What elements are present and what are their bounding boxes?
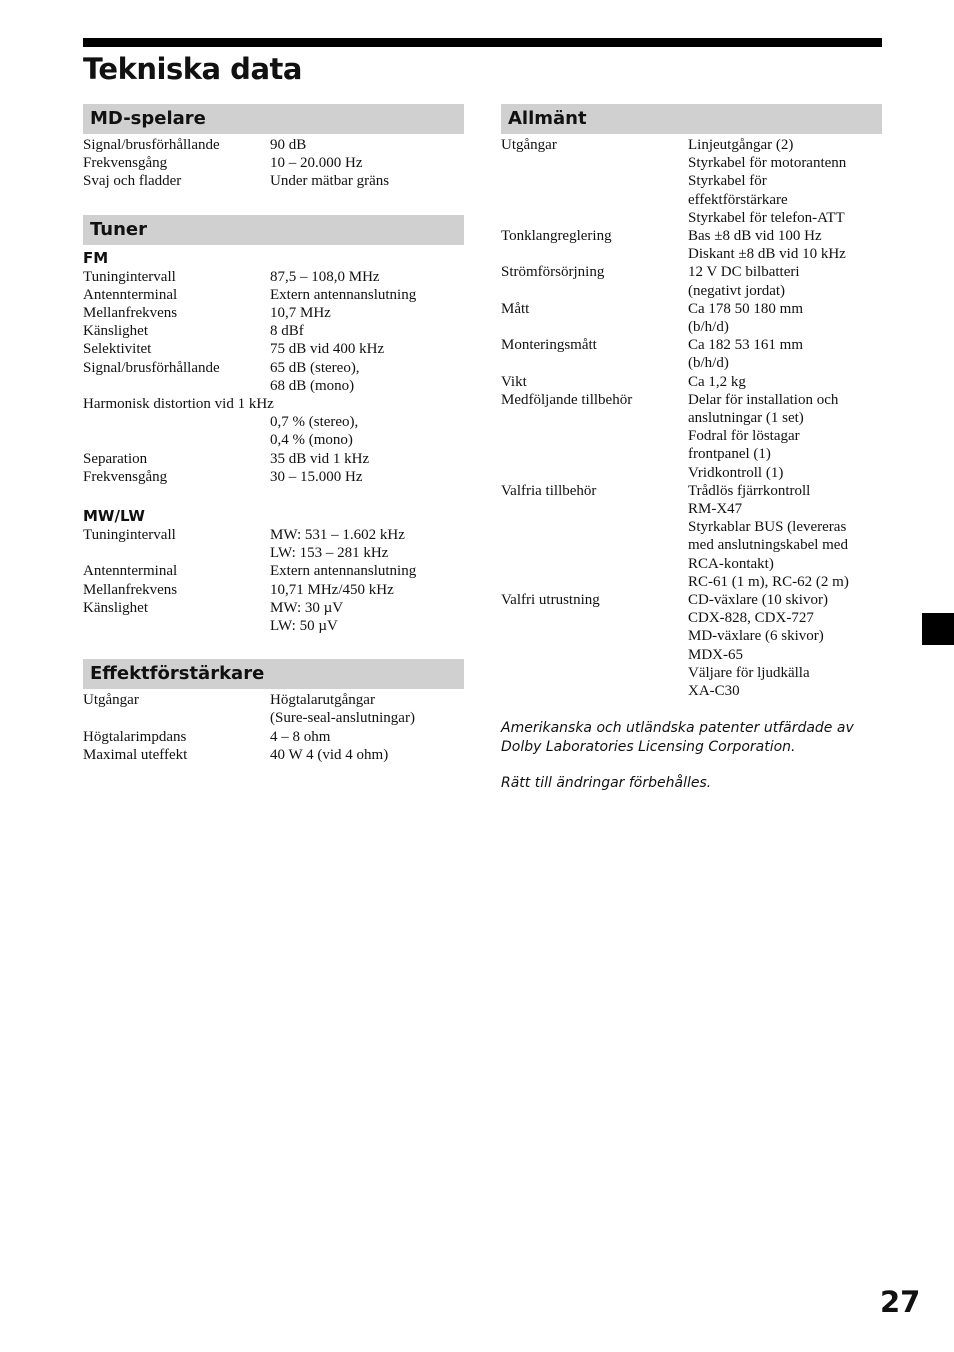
- spec-row: [83, 395, 464, 450]
- spec-value: Trådlös fjärrkontroll RM-X47 Styrkablar BUS (levereras med anslutningskabel med RCA-kontakt) RC-61 (1 m), RC-62 (2 m): [688, 482, 849, 590]
- spec-row: [83, 268, 464, 286]
- spec-label: Mått: [501, 300, 530, 317]
- spec-label: Vikt: [501, 373, 527, 390]
- spec-label: Mellanfrekvens: [83, 305, 178, 322]
- spec-row: [501, 336, 882, 372]
- spec-label: Frekvensgång: [83, 468, 168, 485]
- spec-label: Strömförsörjning: [501, 264, 605, 281]
- spec-value: 90 dB: [270, 137, 307, 153]
- spec-row: [501, 391, 882, 482]
- section-tab-marker: [922, 613, 954, 645]
- spec-label: Harmonisk distortion vid 1 kHz: [83, 396, 274, 413]
- title-rule: [83, 38, 882, 47]
- spec-row: [83, 728, 464, 746]
- spec-label: Valfri utrustning: [501, 592, 600, 609]
- spec-label: Högtalarimpdans: [83, 728, 187, 745]
- spec-label: Maximal uteffekt: [83, 746, 188, 763]
- spec-label: Tuningintervall: [83, 268, 176, 285]
- spec-row: [83, 340, 464, 358]
- spec-value: MW: 30 µV LW: 50 µV: [270, 599, 344, 635]
- section-heading-general: Allmänt: [501, 104, 882, 134]
- md-spec-list: [83, 136, 464, 191]
- spec-row: [501, 263, 882, 299]
- spec-row: [83, 450, 464, 468]
- spec-row: [501, 482, 882, 591]
- spec-value: Bas ±8 dB vid 100 Hz Diskant ±8 dB vid 10 kHz: [688, 228, 846, 263]
- spec-value: Ca 1,2 kg: [688, 373, 746, 390]
- fm-spec-list: [83, 268, 464, 486]
- spec-label: Frekvensgång: [83, 155, 168, 172]
- spec-label: Antennterminal: [83, 563, 178, 580]
- spec-label: Känslighet: [83, 323, 148, 340]
- spec-value: 87,5 – 108,0 MHz: [270, 268, 380, 285]
- spec-row: [83, 526, 464, 562]
- spec-value: MW: 531 – 1.602 kHz LW: 153 – 281 kHz: [270, 527, 405, 562]
- page-title: Tekniska data: [83, 52, 302, 86]
- spec-row: [83, 562, 464, 580]
- spec-label: Valfria tillbehör: [501, 482, 597, 499]
- spec-value: 8 dBf: [270, 323, 304, 340]
- patent-note: Amerikanska och utländska patenter utfärdade av Dolby Laboratories Licensing Corporation.: [501, 720, 854, 756]
- section-heading-amplifier: Effektförstärkare: [83, 659, 464, 689]
- spec-label: Monteringsmått: [501, 337, 597, 354]
- spec-value: Linjeutgångar (2) Styrkabel för motorantenn Styrkabel för effektförstärkare Styrkabel för telefon-ATT: [688, 137, 847, 226]
- spec-row: [83, 136, 464, 154]
- spec-value: Ca 182 53 161 mm (b/h/d): [688, 337, 803, 372]
- section-heading-md: MD-spelare: [83, 104, 464, 134]
- spec-label: Antennterminal: [83, 286, 178, 303]
- spec-row: [83, 322, 464, 340]
- spec-value: Högtalarutgångar (Sure-seal-anslutningar): [270, 692, 415, 727]
- spec-row: [83, 359, 464, 395]
- spec-label: Tuningintervall: [83, 527, 176, 544]
- spec-row: [501, 591, 882, 700]
- spec-row: [501, 373, 882, 391]
- section-heading-tuner: Tuner: [83, 215, 464, 245]
- spec-value: 10,71 MHz/450 kHz: [270, 581, 394, 598]
- spec-value: 4 – 8 ohm: [270, 728, 331, 745]
- spec-row: [501, 227, 882, 263]
- spec-row: [501, 136, 882, 227]
- spec-label: Signal/brusförhållande: [83, 137, 220, 153]
- left-column: [83, 104, 464, 764]
- spec-label: Utgångar: [501, 137, 557, 153]
- spec-value: 10 – 20.000 Hz: [270, 155, 363, 172]
- spec-value: Delar för installation och anslutningar (1 set) Fodral för löstagar frontpanel (1) Vridkontroll (1): [688, 391, 839, 481]
- spec-row: [501, 300, 882, 336]
- spec-row: [83, 304, 464, 322]
- spec-row: [83, 691, 464, 727]
- page-number: 27: [880, 1285, 921, 1319]
- spec-row: [83, 599, 464, 635]
- spec-value: 65 dB (stereo), 68 dB (mono): [270, 359, 360, 394]
- spec-value: Under mätbar gräns: [270, 173, 390, 190]
- right-column: [501, 104, 882, 793]
- spec-value: 35 dB vid 1 kHz: [270, 450, 370, 467]
- general-spec-list: [501, 136, 882, 700]
- spec-label: Utgångar: [83, 692, 139, 709]
- spec-row: [83, 581, 464, 599]
- spec-value: 40 W 4 (vid 4 ohm): [270, 746, 389, 763]
- spec-value: 12 V DC bilbatteri (negativt jordat): [688, 264, 800, 299]
- spec-label: Selektivitet: [83, 341, 152, 358]
- spec-value: Ca 178 50 180 mm (b/h/d): [688, 300, 803, 336]
- spec-value: Extern antennanslutning: [270, 563, 417, 580]
- spec-value: 10,7 MHz: [270, 305, 331, 322]
- spec-value: CD-växlare (10 skivor) CDX-828, CDX-727 MD-växlare (6 skivor) MDX-65 Väljare för ljudkälla XA-C30: [688, 592, 828, 700]
- spec-row: [83, 172, 464, 190]
- spec-row: [83, 746, 464, 764]
- amp-spec-list: [83, 691, 464, 764]
- spec-label: Känslighet: [83, 599, 148, 616]
- spec-label: Separation: [83, 450, 148, 467]
- subheading-fm: FM: [83, 248, 109, 267]
- subheading-mw-lw: MW/LW: [83, 507, 145, 526]
- spec-value: 75 dB vid 400 kHz: [270, 341, 385, 358]
- spec-label: Signal/brusförhållande: [83, 359, 220, 376]
- mw-spec-list: [83, 526, 464, 635]
- spec-label: Tonklangreglering: [501, 228, 612, 245]
- disclaimer-note: Rätt till ändringar förbehålles.: [501, 775, 712, 792]
- spec-label: Svaj och fladder: [83, 173, 182, 190]
- spec-value: Extern antennanslutning: [270, 286, 417, 303]
- spec-value: 0,7 % (stereo), 0,4 % (mono): [270, 414, 359, 449]
- spec-row: [83, 286, 464, 304]
- spec-value: 30 – 15.000 Hz: [270, 468, 363, 485]
- spec-row: [83, 154, 464, 172]
- spec-row: [83, 468, 464, 486]
- spec-label: Medföljande tillbehör: [501, 391, 633, 408]
- spec-label: Mellanfrekvens: [83, 581, 178, 598]
